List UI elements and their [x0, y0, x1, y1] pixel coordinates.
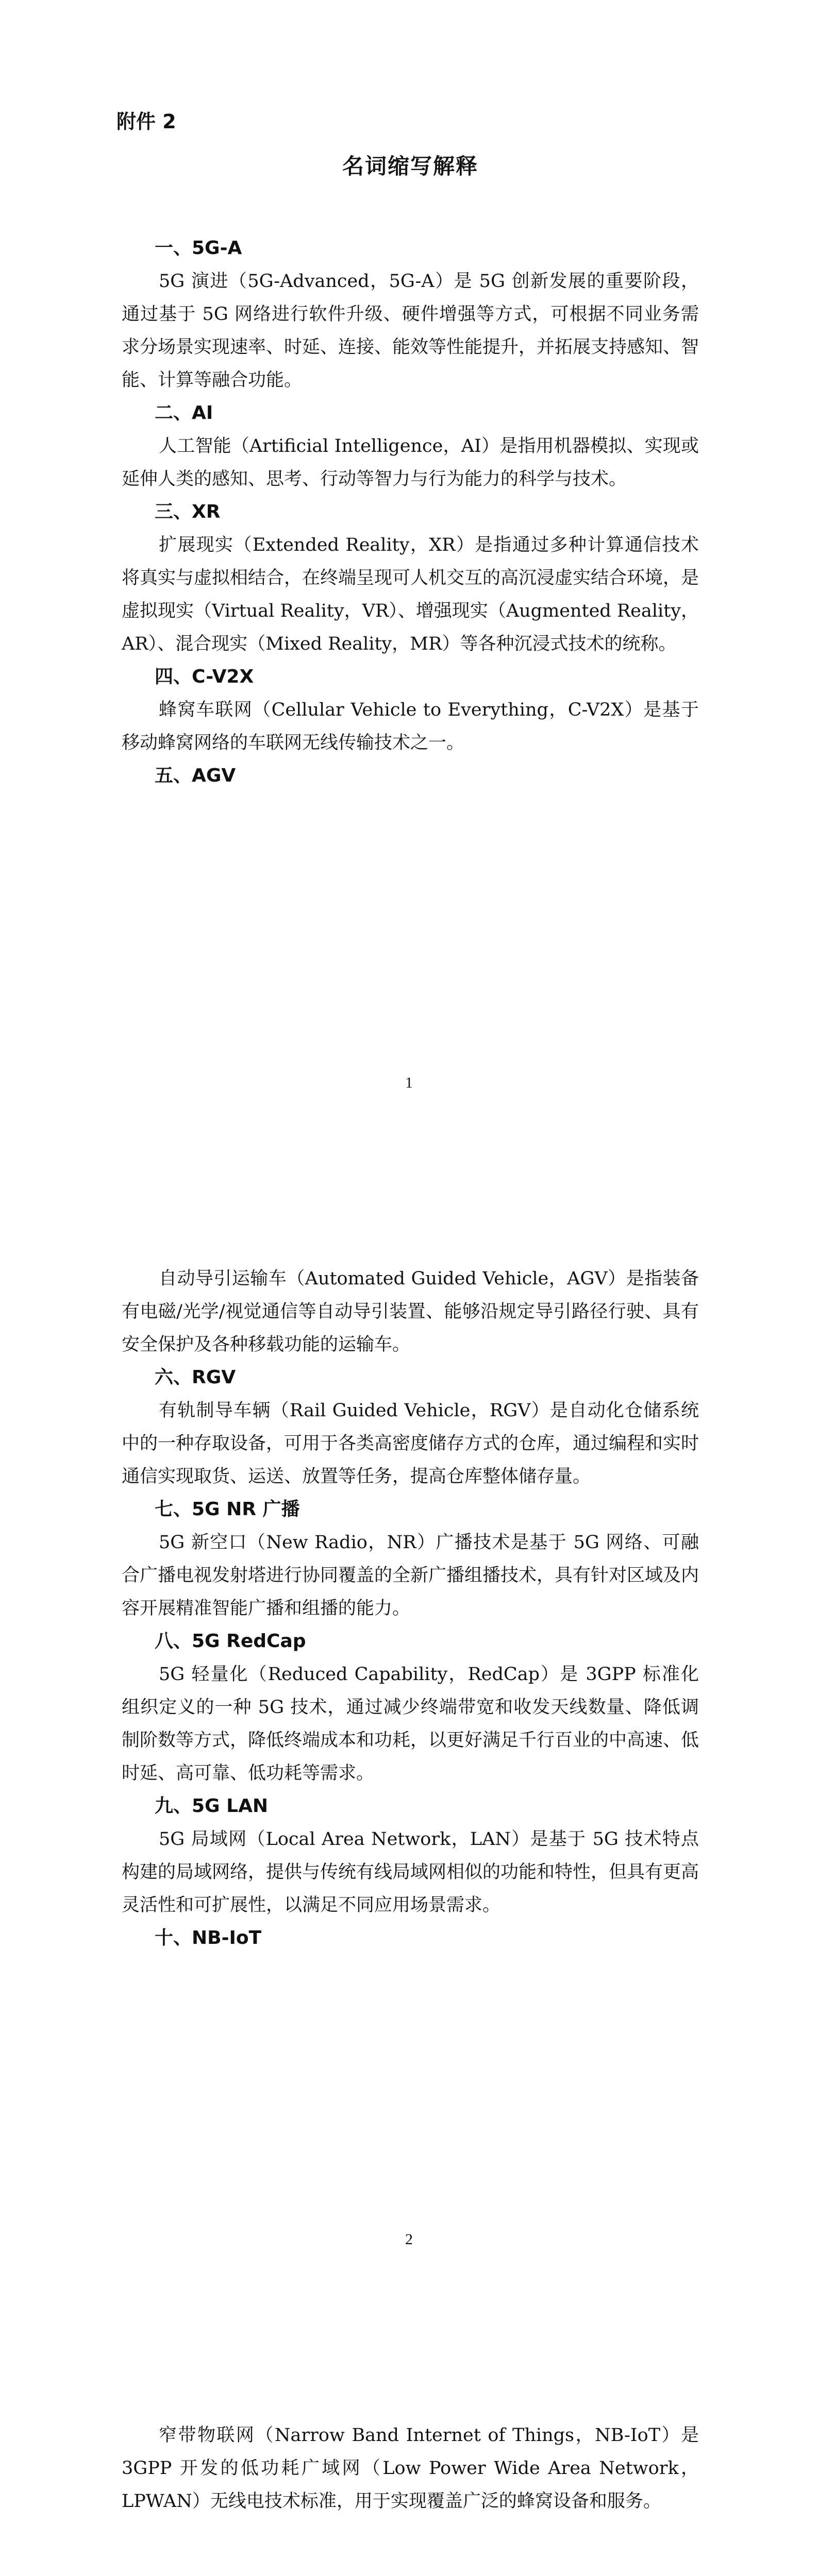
page-2-content — [122, 1262, 699, 1955]
section-text-5g-nr: 5G 新空口（New Radio，NR）广播技术是基于 5G 网络、可融合广播电视发射塔进行协同覆盖的全新广播组播技术，具有针对区域及内容开展精准智能广播和组播的能力。 — [122, 1532, 699, 1619]
section-heading-5g-lan: 九、5G LAN — [155, 1795, 269, 1817]
page-1-content — [116, 106, 699, 792]
page-3-content — [122, 2419, 699, 2518]
section-heading-5g-nr: 七、5G NR 广播 — [155, 1499, 300, 1520]
section-heading-xr: 三、XR — [155, 501, 221, 522]
page-3 — [0, 2313, 818, 2576]
section-text-rgv: 有轨制导车辆（Rail Guided Vehicle，RGV）是自动化仓储系统中的一种存取设备，可用于各类高密度储存方式的仓库，通过编程和实时通信实现取货、运送、放置等任务，提高仓库整体储存量。 — [122, 1400, 699, 1487]
page-1 — [0, 0, 818, 1157]
page-2 — [0, 1157, 818, 2313]
section-heading-nb-iot: 十、NB-IoT — [155, 1927, 262, 1948]
section-heading-c-v2x: 四、C-V2X — [155, 666, 254, 687]
page-number: 1 — [405, 1074, 413, 1091]
document-title: 名词缩写解释 — [342, 154, 478, 179]
section-heading-rgv: 六、RGV — [155, 1367, 236, 1388]
section-heading-agv: 五、AGV — [155, 765, 236, 786]
section-text-5g-a: 5G 演进（5G-Advanced，5G-A）是 5G 创新发展的重要阶段，通过基于 5G 网络进行软件升级、硬件增强等方式，可根据不同业务需求分场景实现速率、时延、连接、能效等性能提升，并拓展支持感知、智能、计算等融合功能。 — [122, 271, 699, 391]
section-text-c-v2x: 蜂窝车联网（Cellular Vehicle to Everything，C-V2X）是基于移动蜂窝网络的车联网无线传输技术之一。 — [122, 700, 699, 753]
section-text-nb-iot: 窄带物联网（Narrow Band Internet of Things，NB-IoT）是 3GPP 开发的低功耗广域网（Low Power Wide Area Network，LPWAN）无线电技术标准，用于实现覆盖广泛的蜂窝设备和服务。 — [122, 2425, 699, 2512]
section-heading-5g-a: 一、5G-A — [155, 238, 242, 259]
section-text-5g-lan: 5G 局域网（Local Area Network，LAN）是基于 5G 技术特点构建的局域网络，提供与传统有线局域网相似的功能和特性，但具有更高灵活性和可扩展性，以满足不同应用场景需求。 — [122, 1829, 699, 1916]
section-text-agv: 自动导引运输车（Automated Guided Vehicle，AGV）是指装备有电磁/光学/视觉通信等自动导引装置、能够沿规定导引路径行驶、具有安全保护及各种移载功能的运输车。 — [122, 1268, 699, 1355]
section-text-xr: 扩展现实（Extended Reality，XR）是指通过多种计算通信技术将真实与虚拟相结合，在终端呈现可人机交互的高沉浸虚实结合环境，是虚拟现实（Virtual Reality，VR）、增强现实（Augmented Reality，AR）、混合现实（Mixed Reality，MR）等各种沉浸式技术的统称。 — [122, 535, 699, 654]
section-heading-ai: 二、AI — [155, 402, 213, 423]
page-number: 2 — [405, 2231, 413, 2248]
section-heading-5g-redcap: 八、5G RedCap — [155, 1631, 306, 1652]
section-text-5g-redcap: 5G 轻量化（Reduced Capability，RedCap）是 3GPP 标准化组织定义的一种 5G 技术，通过减少终端带宽和收发天线数量、降低调制阶数等方式，降低终端成本和功耗，以更好满足千行百业的中高速、低时延、高可靠、低功耗等需求。 — [122, 1664, 699, 1784]
attachment-label: 附件 2 — [116, 110, 176, 133]
section-text-ai: 人工智能（Artificial Intelligence，AI）是指用机器模拟、实现或延伸人类的感知、思考、行动等智力与行为能力的科学与技术。 — [122, 436, 699, 489]
